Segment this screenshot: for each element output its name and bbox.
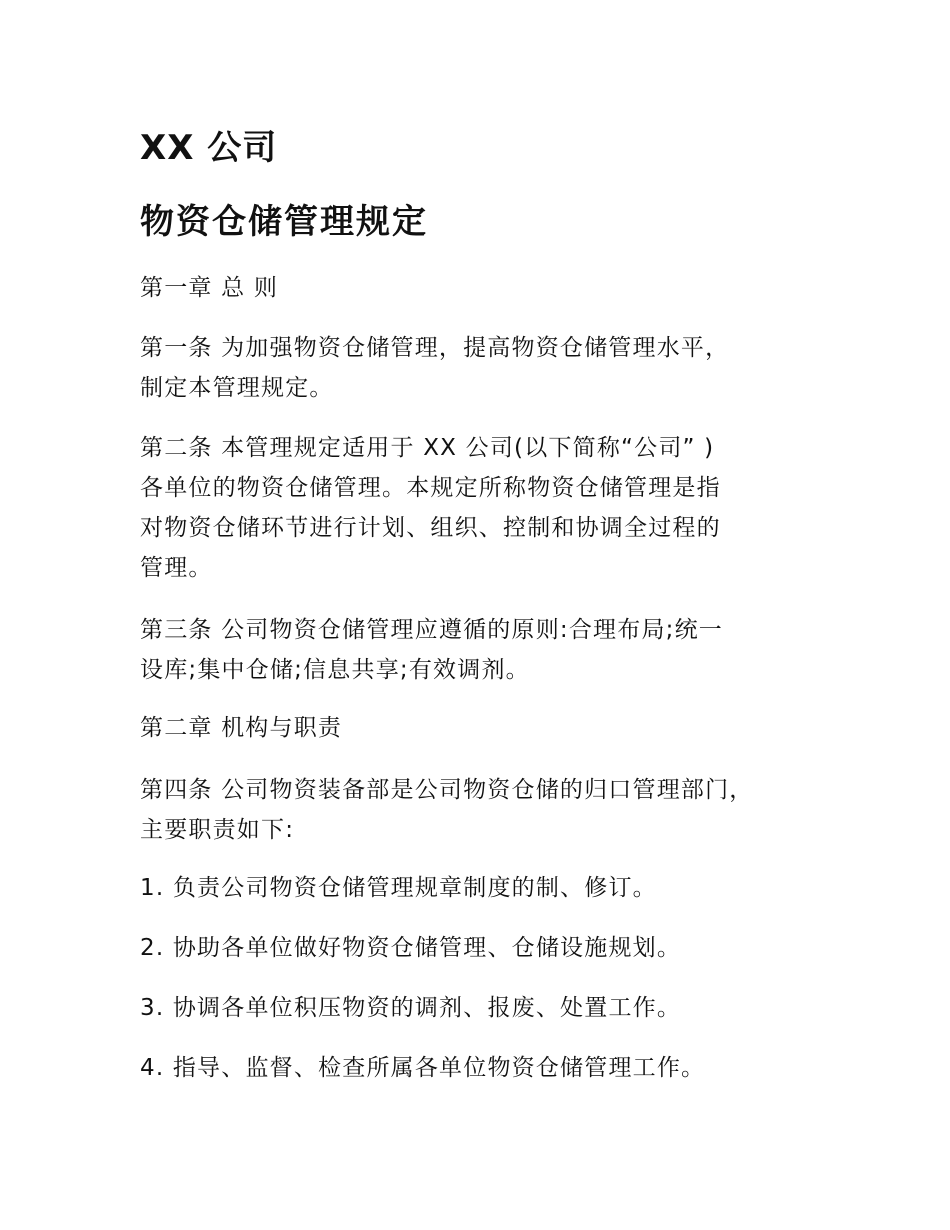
article-2 — [140, 428, 721, 588]
duty-item-4: 4. 指导、监督、检查所属各单位物资仓储管理工作。 — [140, 1055, 706, 1081]
document-title: 物资仓储管理规定 — [140, 202, 428, 242]
chapter-heading-2: 第二章 机构与职责 — [140, 715, 343, 741]
article-3-line: 第三条 公司物资仓储管理应遵循的原则:合理布局;统一 — [140, 617, 724, 643]
article-2-line: 第二条 本管理规定适用于 XX 公司(以下简称“公司” ) — [140, 435, 715, 461]
article-4-line: 第四条 公司物资装备部是公司物资仓储的归口管理部门， — [140, 777, 754, 803]
chapter-heading-1: 第一章 总 则 — [140, 275, 279, 301]
duty-item-2: 2. 协助各单位做好物资仓储管理、仓储设施规划。 — [140, 935, 682, 961]
article-3 — [140, 610, 723, 690]
article-1 — [140, 328, 729, 408]
article-1-line: 制定本管理规定。 — [140, 375, 334, 401]
article-4-line: 主要职责如下: — [140, 817, 295, 843]
article-4 — [140, 770, 754, 850]
article-1-line: 第一条 为加强物资仓储管理，提高物资仓储管理水平， — [140, 335, 730, 361]
article-2-line: 各单位的物资仓储管理。本规定所称物资仓储管理是指 — [140, 475, 721, 501]
duty-item-1: 1. 负责公司物资仓储管理规章制度的制、修订。 — [140, 875, 657, 901]
duty-item-3: 3. 协调各单位积压物资的调剂、报废、处置工作。 — [140, 995, 682, 1021]
article-2-line: 对物资仓储环节进行计划、组织、控制和协调全过程的 — [140, 515, 721, 541]
company-heading: XX 公司 — [140, 128, 278, 168]
article-2-line: 管理。 — [140, 555, 213, 581]
article-3-line: 设库;集中仓储;信息共享;有效调剂。 — [140, 657, 530, 683]
